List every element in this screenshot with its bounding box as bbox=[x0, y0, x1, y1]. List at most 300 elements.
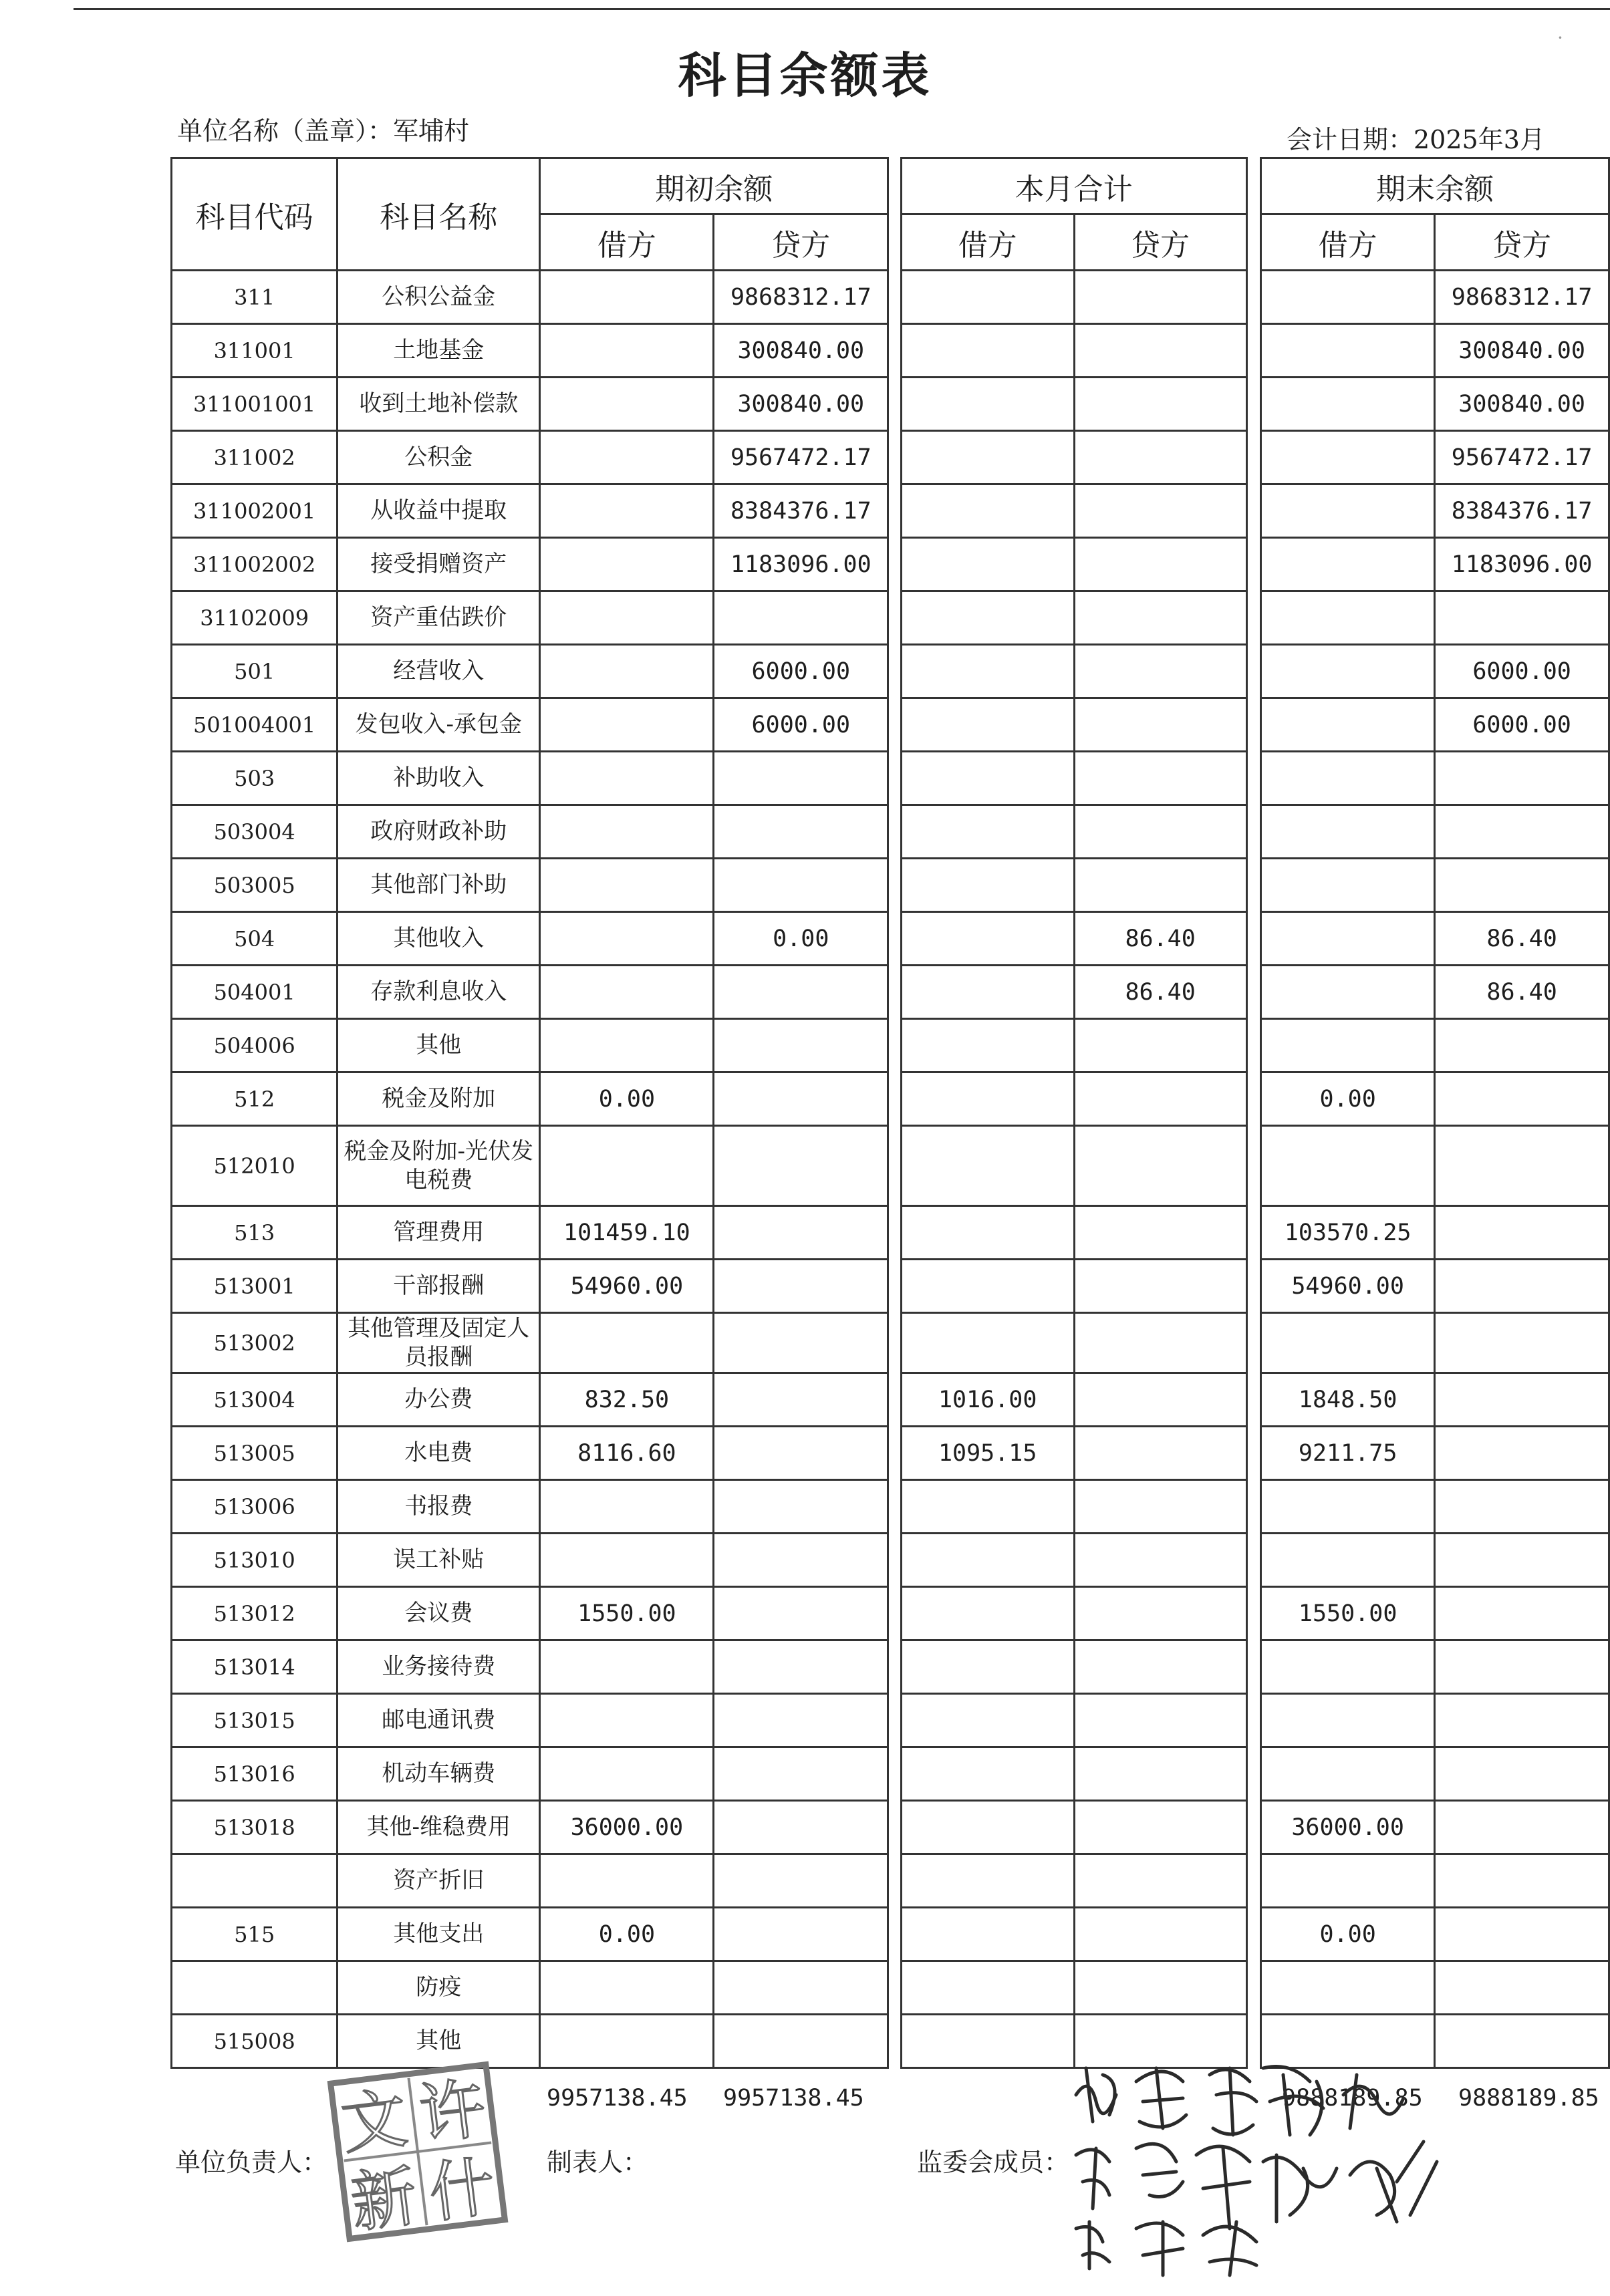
month-debit-cell: 1016.00 bbox=[901, 1373, 1074, 1427]
opening-credit-cell bbox=[714, 1427, 888, 1480]
account-name-cell: 管理费用 bbox=[338, 1206, 540, 1260]
closing-credit-cell: 86.40 bbox=[1435, 966, 1609, 1019]
opening-credit-cell bbox=[714, 1694, 888, 1747]
month-debit-cell bbox=[901, 271, 1074, 324]
svg-text:什: 什 bbox=[425, 2148, 500, 2233]
closing-debit-cell: 9211.75 bbox=[1261, 1427, 1435, 1480]
opening-debit-cell: 54960.00 bbox=[540, 1260, 714, 1313]
month-debit-cell bbox=[901, 805, 1074, 859]
account-name-cell: 从收益中提取 bbox=[338, 484, 540, 538]
account-code-cell: 512010 bbox=[172, 1126, 338, 1206]
manager-label: 单位负责人： bbox=[175, 2148, 328, 2177]
closing-debit-cell bbox=[1261, 1694, 1435, 1747]
month-debit-cell bbox=[901, 752, 1074, 805]
closing-credit-cell: 6000.00 bbox=[1435, 645, 1609, 698]
opening-debit-cell bbox=[540, 1313, 714, 1373]
account-code-cell: 501 bbox=[172, 645, 338, 698]
table-row bbox=[172, 1694, 1609, 1747]
column-gap bbox=[888, 1480, 902, 1534]
closing-credit-cell bbox=[1435, 1908, 1609, 1961]
month-debit-cell bbox=[901, 1072, 1074, 1126]
column-gap bbox=[888, 1908, 902, 1961]
closing-debit-cell bbox=[1261, 752, 1435, 805]
column-gap bbox=[1246, 1373, 1260, 1427]
closing-debit-cell bbox=[1261, 1126, 1435, 1206]
total-closing-debit: 9888189.85 bbox=[1282, 2085, 1423, 2112]
month-credit-cell: 86.40 bbox=[1074, 912, 1246, 966]
account-code-cell: 513015 bbox=[172, 1694, 338, 1747]
table-row bbox=[172, 1206, 1609, 1260]
opening-debit-cell bbox=[540, 1480, 714, 1534]
account-name-cell: 收到土地补偿款 bbox=[338, 378, 540, 431]
closing-debit-cell bbox=[1261, 271, 1435, 324]
account-code-cell: 501004001 bbox=[172, 698, 338, 752]
opening-debit-cell bbox=[540, 912, 714, 966]
account-code-cell: 513001 bbox=[172, 1260, 338, 1313]
table-row bbox=[172, 1427, 1609, 1480]
month-debit-cell bbox=[901, 1126, 1074, 1206]
column-gap bbox=[888, 271, 902, 324]
column-gap bbox=[1246, 1640, 1260, 1694]
account-name-cell: 其他管理及固定人员报酬 bbox=[338, 1313, 540, 1373]
opening-credit-cell bbox=[714, 859, 888, 912]
month-debit-cell bbox=[901, 2015, 1074, 2068]
account-code-cell: 513002 bbox=[172, 1313, 338, 1373]
table-row bbox=[172, 591, 1609, 645]
month-credit-cell bbox=[1074, 1072, 1246, 1126]
closing-debit-cell bbox=[1261, 484, 1435, 538]
column-gap bbox=[888, 645, 902, 698]
month-credit-cell: 86.40 bbox=[1074, 966, 1246, 1019]
opening-credit-cell: 1183096.00 bbox=[714, 538, 888, 591]
column-gap bbox=[888, 966, 902, 1019]
closing-debit-cell bbox=[1261, 324, 1435, 378]
closing-debit-cell: 54960.00 bbox=[1261, 1260, 1435, 1313]
opening-debit-cell bbox=[540, 859, 714, 912]
account-name-cell: 接受捐赠资产 bbox=[338, 538, 540, 591]
opening-credit-cell: 0.00 bbox=[714, 912, 888, 966]
account-code-cell: 311001001 bbox=[172, 378, 338, 431]
table-row bbox=[172, 431, 1609, 484]
column-gap bbox=[888, 1427, 902, 1480]
closing-credit-cell bbox=[1435, 1019, 1609, 1072]
opening-debit-cell: 1550.00 bbox=[540, 1587, 714, 1640]
month-debit-cell bbox=[901, 1534, 1074, 1587]
column-gap bbox=[888, 912, 902, 966]
opening-credit-cell: 300840.00 bbox=[714, 324, 888, 378]
column-gap bbox=[1246, 591, 1260, 645]
column-gap bbox=[888, 1694, 902, 1747]
column-gap bbox=[888, 1640, 902, 1694]
column-gap bbox=[1246, 1313, 1260, 1373]
closing-debit-cell: 0.00 bbox=[1261, 1072, 1435, 1126]
account-name-cell: 其他部门补助 bbox=[338, 859, 540, 912]
column-gap bbox=[888, 859, 902, 912]
month-credit-cell bbox=[1074, 1587, 1246, 1640]
account-code-cell: 513010 bbox=[172, 1534, 338, 1587]
closing-credit-cell bbox=[1435, 1427, 1609, 1480]
column-gap bbox=[888, 2015, 902, 2068]
opening-debit-cell bbox=[540, 1747, 714, 1801]
column-gap bbox=[1246, 1126, 1260, 1206]
opening-debit-cell: 101459.10 bbox=[540, 1206, 714, 1260]
closing-debit-cell bbox=[1261, 378, 1435, 431]
month-credit-cell bbox=[1074, 324, 1246, 378]
account-code-cell bbox=[172, 1961, 338, 2015]
month-debit-cell bbox=[901, 324, 1074, 378]
opening-credit-cell bbox=[714, 1206, 888, 1260]
opening-debit-cell bbox=[540, 1640, 714, 1694]
month-debit-cell bbox=[901, 1640, 1074, 1694]
table-row bbox=[172, 1126, 1609, 1206]
account-code-cell: 513006 bbox=[172, 1480, 338, 1534]
top-border-line bbox=[74, 8, 1610, 10]
opening-credit-cell bbox=[714, 805, 888, 859]
month-debit-cell bbox=[901, 912, 1074, 966]
column-gap bbox=[1246, 1961, 1260, 2015]
header-month: 本月合计 bbox=[901, 158, 1246, 214]
closing-credit-cell bbox=[1435, 805, 1609, 859]
column-gap bbox=[888, 1019, 902, 1072]
opening-debit-cell bbox=[540, 966, 714, 1019]
closing-credit-cell bbox=[1435, 1854, 1609, 1908]
header-opening: 期初余额 bbox=[540, 158, 888, 214]
closing-credit-cell bbox=[1435, 1480, 1609, 1534]
month-credit-cell bbox=[1074, 431, 1246, 484]
table-row bbox=[172, 1072, 1609, 1126]
opening-credit-cell: 9567472.17 bbox=[714, 431, 888, 484]
column-gap bbox=[1246, 1206, 1260, 1260]
column-gap bbox=[1246, 1480, 1260, 1534]
closing-credit-cell bbox=[1435, 1313, 1609, 1373]
account-name-cell: 存款利息收入 bbox=[338, 966, 540, 1019]
column-gap bbox=[1246, 324, 1260, 378]
column-gap bbox=[1246, 1801, 1260, 1854]
month-credit-cell bbox=[1074, 859, 1246, 912]
column-gap bbox=[888, 698, 902, 752]
table-row bbox=[172, 645, 1609, 698]
column-gap bbox=[1246, 1260, 1260, 1313]
column-gap bbox=[1246, 1534, 1260, 1587]
opening-credit-cell bbox=[714, 1480, 888, 1534]
account-name-cell: 误工补贴 bbox=[338, 1534, 540, 1587]
column-gap bbox=[1246, 1072, 1260, 1126]
column-gap bbox=[888, 324, 902, 378]
opening-debit-cell: 8116.60 bbox=[540, 1427, 714, 1480]
opening-credit-cell bbox=[714, 1072, 888, 1126]
closing-debit-cell: 0.00 bbox=[1261, 1908, 1435, 1961]
table-row bbox=[172, 912, 1609, 966]
opening-credit-cell bbox=[714, 591, 888, 645]
column-gap bbox=[888, 1313, 902, 1373]
closing-credit-cell: 8384376.17 bbox=[1435, 484, 1609, 538]
closing-debit-cell bbox=[1261, 1640, 1435, 1694]
column-gap bbox=[888, 1534, 902, 1587]
column-gap bbox=[1246, 271, 1260, 324]
month-credit-cell bbox=[1074, 698, 1246, 752]
closing-debit-cell bbox=[1261, 538, 1435, 591]
column-gap bbox=[888, 378, 902, 431]
closing-debit-cell: 36000.00 bbox=[1261, 1801, 1435, 1854]
opening-credit-cell bbox=[714, 1126, 888, 1206]
account-name-cell: 其他支出 bbox=[338, 1908, 540, 1961]
closing-credit-cell: 9567472.17 bbox=[1435, 431, 1609, 484]
opening-debit-cell bbox=[540, 538, 714, 591]
column-gap bbox=[1246, 698, 1260, 752]
account-name-cell: 机动车辆费 bbox=[338, 1747, 540, 1801]
account-name-cell: 资产重估跌价 bbox=[338, 591, 540, 645]
month-credit-cell bbox=[1074, 1640, 1246, 1694]
account-code-cell: 504001 bbox=[172, 966, 338, 1019]
month-debit-cell bbox=[901, 645, 1074, 698]
opening-debit-cell bbox=[540, 591, 714, 645]
table-row bbox=[172, 324, 1609, 378]
table-row bbox=[172, 1854, 1609, 1908]
table-row bbox=[172, 1747, 1609, 1801]
closing-debit-cell bbox=[1261, 966, 1435, 1019]
account-name-cell: 资产折旧 bbox=[338, 1854, 540, 1908]
column-gap bbox=[1246, 1694, 1260, 1747]
column-gap bbox=[888, 1260, 902, 1313]
column-gap bbox=[1246, 752, 1260, 805]
opening-credit-cell: 8384376.17 bbox=[714, 484, 888, 538]
table-row bbox=[172, 1373, 1609, 1427]
opening-debit-cell bbox=[540, 1854, 714, 1908]
column-gap bbox=[1246, 1747, 1260, 1801]
table-row bbox=[172, 1640, 1609, 1694]
header-opening-debit: 借方 bbox=[540, 214, 714, 271]
closing-debit-cell bbox=[1261, 805, 1435, 859]
header-closing-credit: 贷方 bbox=[1435, 214, 1609, 271]
table-row bbox=[172, 1313, 1609, 1373]
closing-debit-cell: 1550.00 bbox=[1261, 1587, 1435, 1640]
total-opening-credit: 9957138.45 bbox=[723, 2085, 864, 2112]
closing-debit-cell bbox=[1261, 1961, 1435, 2015]
column-gap bbox=[1246, 1587, 1260, 1640]
opening-debit-cell bbox=[540, 1694, 714, 1747]
scan-mark: · bbox=[1557, 27, 1563, 49]
closing-credit-cell: 1183096.00 bbox=[1435, 538, 1609, 591]
account-code-cell: 311002001 bbox=[172, 484, 338, 538]
month-debit-cell bbox=[901, 1801, 1074, 1854]
svg-text:许: 许 bbox=[415, 2070, 490, 2154]
month-credit-cell bbox=[1074, 645, 1246, 698]
table-row bbox=[172, 698, 1609, 752]
opening-debit-cell: 36000.00 bbox=[540, 1801, 714, 1854]
column-gap bbox=[888, 1854, 902, 1908]
svg-text:文: 文 bbox=[337, 2080, 412, 2164]
month-debit-cell: 1095.15 bbox=[901, 1427, 1074, 1480]
month-debit-cell bbox=[901, 591, 1074, 645]
account-code-cell: 503005 bbox=[172, 859, 338, 912]
opening-credit-cell bbox=[714, 1801, 888, 1854]
closing-credit-cell bbox=[1435, 1587, 1609, 1640]
column-gap bbox=[1246, 1908, 1260, 1961]
table-row bbox=[172, 752, 1609, 805]
closing-debit-cell bbox=[1261, 1534, 1435, 1587]
opening-debit-cell: 0.00 bbox=[540, 1072, 714, 1126]
closing-debit-cell bbox=[1261, 591, 1435, 645]
column-gap bbox=[1246, 538, 1260, 591]
month-credit-cell bbox=[1074, 1313, 1246, 1373]
opening-credit-cell bbox=[714, 1854, 888, 1908]
month-credit-cell bbox=[1074, 484, 1246, 538]
account-code-cell bbox=[172, 1854, 338, 1908]
opening-credit-cell bbox=[714, 966, 888, 1019]
page-title: 科目余额表 bbox=[678, 47, 932, 104]
closing-debit-cell bbox=[1261, 1747, 1435, 1801]
month-credit-cell bbox=[1074, 1480, 1246, 1534]
table-row bbox=[172, 859, 1609, 912]
account-code-cell: 515 bbox=[172, 1908, 338, 1961]
closing-debit-cell: 1848.50 bbox=[1261, 1373, 1435, 1427]
account-name-cell: 水电费 bbox=[338, 1427, 540, 1480]
opening-credit-cell bbox=[714, 1313, 888, 1373]
column-gap bbox=[1246, 431, 1260, 484]
table-row bbox=[172, 1961, 1609, 2015]
month-credit-cell bbox=[1074, 1206, 1246, 1260]
table-row bbox=[172, 271, 1609, 324]
opening-debit-cell bbox=[540, 805, 714, 859]
opening-credit-cell bbox=[714, 1587, 888, 1640]
account-code-cell: 311001 bbox=[172, 324, 338, 378]
opening-debit-cell bbox=[540, 271, 714, 324]
header-closing-debit: 借方 bbox=[1261, 214, 1435, 271]
account-code-cell: 503004 bbox=[172, 805, 338, 859]
opening-debit-cell: 0.00 bbox=[540, 1908, 714, 1961]
column-gap bbox=[888, 1072, 902, 1126]
account-code-cell: 513018 bbox=[172, 1801, 338, 1854]
table-row bbox=[172, 1534, 1609, 1587]
column-gap bbox=[888, 1587, 902, 1640]
closing-credit-cell bbox=[1435, 1534, 1609, 1587]
closing-credit-cell bbox=[1435, 1260, 1609, 1313]
month-debit-cell bbox=[901, 378, 1074, 431]
closing-debit-cell: 103570.25 bbox=[1261, 1206, 1435, 1260]
unit-name-label: 单位名称（盖章）：军埔村 bbox=[177, 116, 470, 146]
account-code-cell: 311002002 bbox=[172, 538, 338, 591]
account-code-cell: 515008 bbox=[172, 2015, 338, 2068]
month-credit-cell bbox=[1074, 1694, 1246, 1747]
opening-debit-cell bbox=[540, 484, 714, 538]
account-code-cell: 311 bbox=[172, 271, 338, 324]
balance-table bbox=[170, 157, 1610, 2069]
month-debit-cell bbox=[901, 1480, 1074, 1534]
opening-debit-cell: 832.50 bbox=[540, 1373, 714, 1427]
month-credit-cell bbox=[1074, 1427, 1246, 1480]
column-gap bbox=[1246, 1854, 1260, 1908]
closing-debit-cell bbox=[1261, 1854, 1435, 1908]
opening-debit-cell bbox=[540, 1126, 714, 1206]
month-debit-cell bbox=[901, 859, 1074, 912]
column-gap bbox=[888, 1373, 902, 1427]
account-name-cell: 补助收入 bbox=[338, 752, 540, 805]
opening-credit-cell: 9868312.17 bbox=[714, 271, 888, 324]
opening-debit-cell bbox=[540, 645, 714, 698]
header-month-debit: 借方 bbox=[901, 214, 1074, 271]
header-opening-credit: 贷方 bbox=[714, 214, 888, 271]
account-name-cell: 会议费 bbox=[338, 1587, 540, 1640]
opening-credit-cell bbox=[714, 1534, 888, 1587]
month-debit-cell bbox=[901, 1908, 1074, 1961]
month-debit-cell bbox=[901, 538, 1074, 591]
opening-credit-cell bbox=[714, 1019, 888, 1072]
closing-credit-cell bbox=[1435, 1206, 1609, 1260]
column-gap bbox=[888, 431, 902, 484]
svg-text:新: 新 bbox=[346, 2158, 422, 2243]
column-gap bbox=[1246, 1427, 1260, 1480]
account-name-cell: 公积公益金 bbox=[338, 271, 540, 324]
account-name-cell: 其他 bbox=[338, 2015, 540, 2068]
month-debit-cell bbox=[901, 1019, 1074, 1072]
handwritten-signatures bbox=[1063, 2055, 1477, 2282]
opening-credit-cell bbox=[714, 2015, 888, 2068]
column-gap bbox=[1246, 378, 1260, 431]
account-name-cell: 经营收入 bbox=[338, 645, 540, 698]
month-credit-cell bbox=[1074, 271, 1246, 324]
opening-credit-cell bbox=[714, 1640, 888, 1694]
opening-debit-cell bbox=[540, 1534, 714, 1587]
column-gap bbox=[888, 1801, 902, 1854]
month-debit-cell bbox=[901, 484, 1074, 538]
closing-debit-cell bbox=[1261, 912, 1435, 966]
column-gap bbox=[888, 1961, 902, 2015]
month-credit-cell bbox=[1074, 805, 1246, 859]
closing-credit-cell bbox=[1435, 1801, 1609, 1854]
month-debit-cell bbox=[901, 1587, 1074, 1640]
table-row bbox=[172, 1587, 1609, 1640]
account-code-cell: 311002 bbox=[172, 431, 338, 484]
column-gap bbox=[888, 591, 902, 645]
month-credit-cell bbox=[1074, 1019, 1246, 1072]
closing-credit-cell bbox=[1435, 859, 1609, 912]
closing-debit-cell bbox=[1261, 698, 1435, 752]
account-name-cell: 邮电通讯费 bbox=[338, 1694, 540, 1747]
total-closing-credit: 9888189.85 bbox=[1458, 2085, 1599, 2112]
account-name-cell: 干部报酬 bbox=[338, 1260, 540, 1313]
column-gap bbox=[1246, 158, 1260, 271]
table-row bbox=[172, 1908, 1609, 1961]
accounting-date-label: 会计日期：2025年3月 bbox=[1287, 125, 1545, 154]
supervisor-label: 监委会成员： bbox=[917, 2148, 1070, 2177]
opening-credit-cell bbox=[714, 1908, 888, 1961]
opening-credit-cell: 6000.00 bbox=[714, 698, 888, 752]
column-gap bbox=[888, 158, 902, 271]
closing-credit-cell bbox=[1435, 1072, 1609, 1126]
month-debit-cell bbox=[901, 1854, 1074, 1908]
account-name-cell: 办公费 bbox=[338, 1373, 540, 1427]
month-debit-cell bbox=[901, 1961, 1074, 2015]
account-code-cell: 513016 bbox=[172, 1747, 338, 1801]
account-name-cell: 政府财政补助 bbox=[338, 805, 540, 859]
account-name-cell: 书报费 bbox=[338, 1480, 540, 1534]
column-gap bbox=[888, 1747, 902, 1801]
month-credit-cell bbox=[1074, 752, 1246, 805]
opening-debit-cell bbox=[540, 324, 714, 378]
account-code-cell: 503 bbox=[172, 752, 338, 805]
closing-debit-cell bbox=[1261, 1313, 1435, 1373]
account-code-cell: 512 bbox=[172, 1072, 338, 1126]
closing-credit-cell bbox=[1435, 1961, 1609, 2015]
opening-credit-cell bbox=[714, 1260, 888, 1313]
column-gap bbox=[888, 805, 902, 859]
closing-credit-cell bbox=[1435, 1373, 1609, 1427]
table-row bbox=[172, 805, 1609, 859]
opening-credit-cell bbox=[714, 1373, 888, 1427]
month-debit-cell bbox=[901, 431, 1074, 484]
month-credit-cell bbox=[1074, 1534, 1246, 1587]
table-row bbox=[172, 966, 1609, 1019]
